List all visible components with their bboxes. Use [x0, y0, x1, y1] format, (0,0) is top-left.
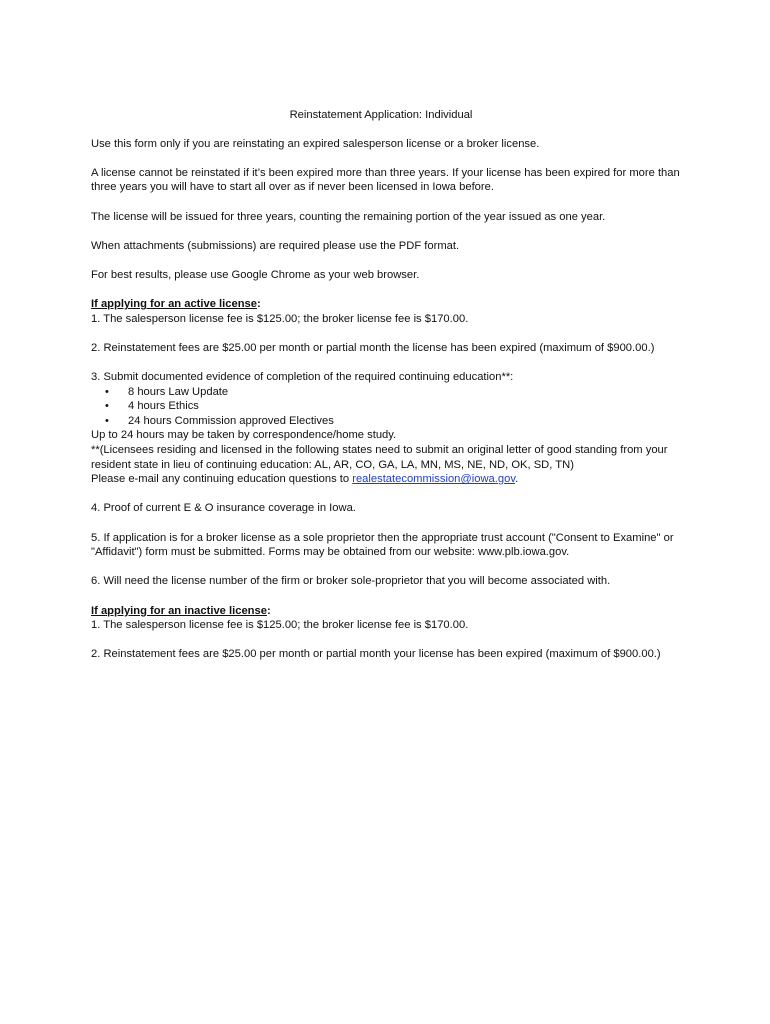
inactive-license-heading-line	[91, 604, 691, 619]
list-item	[91, 414, 691, 429]
ce-bullet-list	[91, 385, 691, 429]
list-item	[91, 399, 691, 414]
active-item-4: 4. Proof of current E & O insurance coverage in Iowa.	[91, 502, 356, 515]
active-license-heading-colon: :	[257, 298, 261, 311]
bullet-icon: •	[105, 385, 109, 398]
bullet-text: 8 hours Law Update	[128, 385, 229, 398]
inactive-license-heading-colon: :	[266, 604, 271, 617]
bullet-icon: •	[105, 400, 109, 413]
licensees-note: **(Licensees residing and licensed in the following states need to submit an original letter of good standing from your resident state in lieu of continuing education: AL, AR, CO, GA, LA, MN, MS, NE, ND, OK, SD, TN)	[91, 444, 668, 471]
inactive-item-1: 1. The salesperson license fee is $125.00; the broker license fee is $170.00.	[91, 619, 469, 632]
intro-paragraph-3: The license will be issued for three years, counting the remaining portion of the year issued as one year.	[91, 210, 606, 223]
active-item-5: 5. If application is for a broker license as a sole proprietor then the appropriate trust account ("Consent to Examine" or "Affidavit") form must be submitted. Forms may be obtained from our website: www.plb.iowa.gov.	[91, 531, 674, 559]
email-prefix: Please e-mail any continuing education questions to	[91, 473, 353, 486]
active-license-heading: If applying for an active license	[91, 298, 257, 311]
active-item-3: 3. Submit documented evidence of completion of the required continuing education**:	[91, 371, 514, 384]
bullet-text: 4 hours Ethics	[128, 400, 199, 413]
bullet-icon: •	[105, 414, 109, 427]
active-license-heading-line	[91, 297, 691, 312]
intro-paragraph-2: A license cannot be reinstated if it’s been expired more than three years. If your license has been expired for more than three years you will have to start all over as if never been licensed in Iowa before.	[91, 166, 680, 194]
correspondence-note: Up to 24 hours may be taken by correspondence/home study.	[91, 429, 397, 442]
active-item-3-block	[91, 370, 691, 487]
inactive-license-heading: If applying for an inactive license	[91, 604, 267, 617]
email-line	[91, 472, 691, 487]
intro-paragraph-4: When attachments (submissions) are required please use the PDF format.	[91, 239, 460, 252]
email-suffix: .	[515, 473, 519, 486]
active-item-6: 6. Will need the license number of the firm or broker sole-proprietor that you will become associated with.	[91, 575, 611, 588]
intro-paragraph-1: Use this form only if you are reinstating an expired salesperson license or a broker license.	[91, 137, 540, 150]
active-item-1: 1. The salesperson license fee is $125.00; the broker license fee is $170.00.	[91, 312, 469, 325]
inactive-license-section	[91, 604, 691, 662]
active-license-section	[91, 297, 691, 589]
document-page	[91, 108, 691, 677]
list-item	[91, 385, 691, 400]
inactive-item-2: 2. Reinstatement fees are $25.00 per month or partial month your license has been expired (maximum of $900.00.)	[91, 648, 661, 661]
email-link[interactable]: realestatecommission@iowa.gov	[352, 473, 516, 486]
intro-paragraph-5: For best results, please use Google Chrome as your web browser.	[91, 268, 420, 281]
bullet-text: 24 hours Commission approved Electives	[128, 414, 334, 427]
active-item-2: 2. Reinstatement fees are $25.00 per month or partial month the license has been expired (maximum of $900.00.)	[91, 341, 655, 354]
document-title: Reinstatement Application: Individual	[289, 109, 473, 121]
